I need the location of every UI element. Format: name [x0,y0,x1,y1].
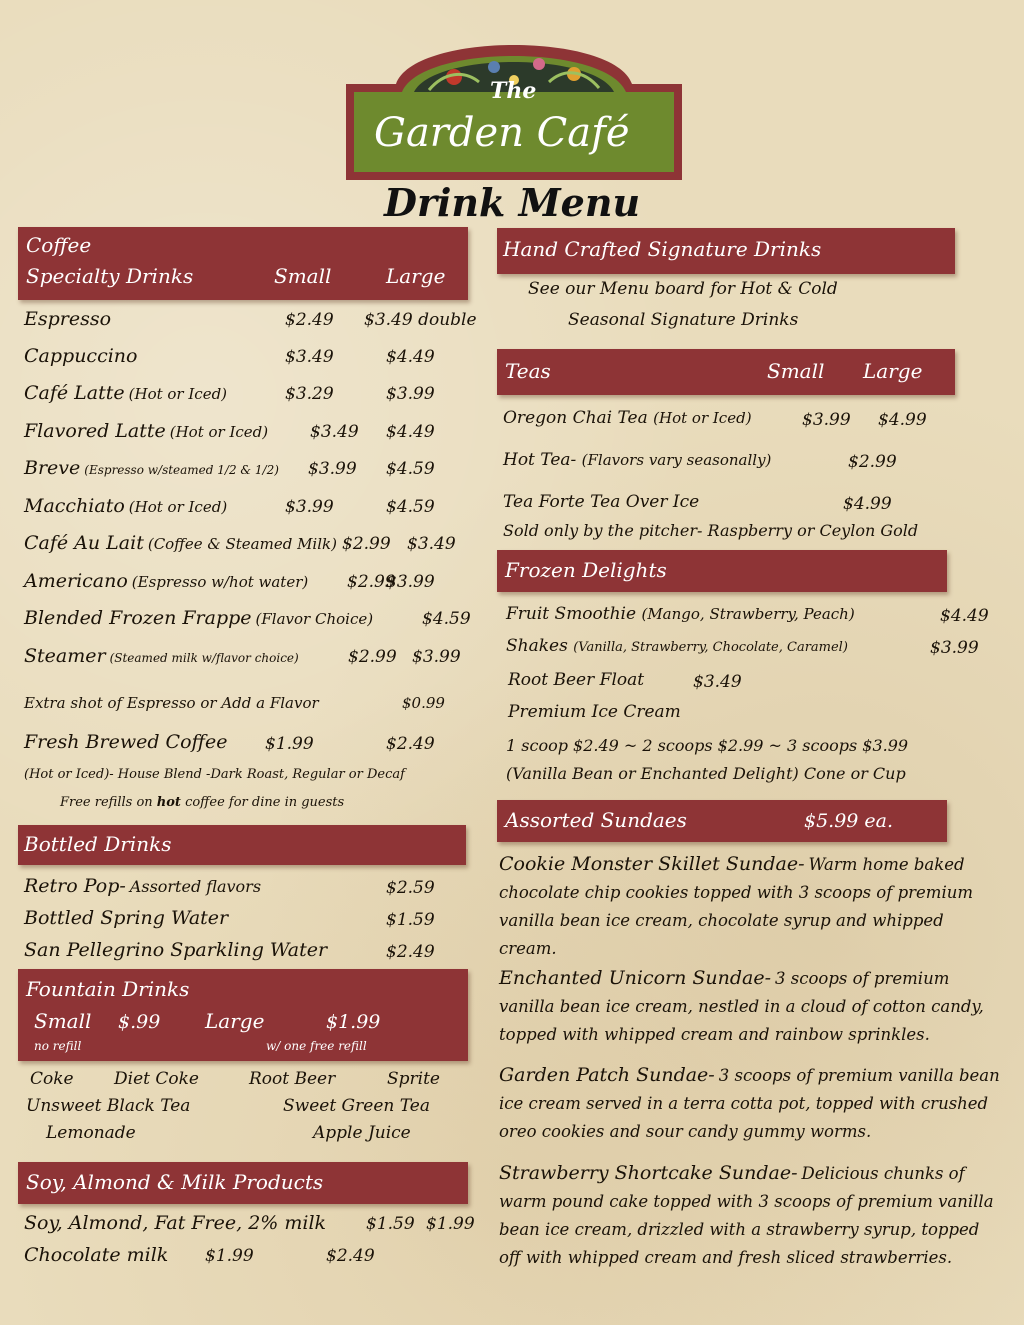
shakes-note: (Vanilla, Strawberry, Chocolate, Caramel) [573,640,848,655]
sundae-name: Garden Patch Sundae- [499,1064,715,1086]
coffee-item-name [24,308,111,330]
coffee-item-large-price: $4.49 [386,347,435,367]
coffee-item-large-price: $4.59 [386,459,435,479]
brewed-coffee-large: $2.49 [386,734,435,754]
coffee-item-name [24,607,373,629]
chai-tea-name: Oregon Chai Tea [503,408,648,428]
coffee-item-name [24,345,137,367]
coffee-small-label: Small [274,264,332,288]
coffee-item-note: (Flavor Choice) [255,610,374,628]
refill-note [60,795,344,810]
cone-note: (Vanilla Bean or Enchanted Delight) Cone or Cup [506,764,906,783]
coffee-item-note: (Hot or Iced) [128,385,228,403]
coffee-large-label: Large [386,264,446,288]
coffee-item-note: (Steamed milk w/flavor choice) [109,651,299,665]
chai-tea-small: $3.99 [802,410,851,430]
coffee-item-name [24,495,227,517]
hot-tea-name: Hot Tea- [503,450,577,470]
coffee-item-name [24,420,268,442]
smoothie-name: Fruit Smoothie [506,604,637,624]
sundae-description: Warm home baked chocolate chip cookies topped with 3 scoops of premium vanilla bean ice cream, chocolate syrup and whipped cream. [499,855,973,958]
bottled-item-name [24,939,327,961]
soy-item-name: Chocolate milk [24,1244,169,1266]
bottled-item-label: San Pellegrino Sparkling Water [24,939,328,961]
sundae-description: 3 scoops of premium vanilla bean ice cream, nestled in a cloud of cotton candy, topped with whipped cream and rainbow sprinkles. [499,969,984,1044]
coffee-item-label: Macchiato [24,495,125,517]
extra-shot-price: $0.99 [402,694,445,712]
bottled-item-label: Retro Pop- [24,875,126,897]
signature-line-2: Seasonal Signature Drinks [568,310,799,330]
sundae-name: Enchanted Unicorn Sundae- [499,967,772,989]
coffee-item-name [24,457,279,479]
sundae-item [499,1159,1004,1272]
shakes [506,636,848,656]
coffee-item-large-price: $4.49 [386,422,435,442]
hot-tea-price: $2.99 [848,452,897,472]
fountain-drink: Apple Juice [313,1123,411,1143]
coffee-item-small-price: $3.99 [308,459,357,479]
teas-small-label: Small [767,359,825,383]
smoothie-price: $4.49 [940,606,989,626]
coffee-item-large-price: $3.49 [407,534,456,554]
garden-cafe-logo [344,22,684,182]
coffee-item-large-price: $3.99 [386,572,435,592]
fountain-drink: Coke [30,1069,74,1089]
coffee-item-label: Steamer [24,645,106,667]
tea-forte-price: $4.99 [843,494,892,514]
coffee-item-note: (Espresso w/steamed 1/2 & 1/2) [84,463,279,477]
coffee-item-name [24,382,227,404]
bottled-header-title: Bottled Drinks [24,832,172,856]
teas-large-label: Large [863,359,923,383]
coffee-item-label: Flavored Latte [24,420,166,442]
coffee-item-small-price: $2.99 [347,572,396,592]
soy-item-small: $1.59 [366,1214,415,1234]
bottled-item-price: $2.59 [386,878,435,898]
chai-tea [503,408,752,428]
coffee-item-large-price: $3.49 double [364,310,477,330]
fountain-large-label: Large [205,1009,265,1033]
teas-header-bar [497,349,955,395]
smoothie-note: (Mango, Strawberry, Peach) [641,605,855,623]
hot-tea-note: (Flavors vary seasonally) [581,451,772,469]
bottled-item-name [24,875,261,897]
coffee-header-title: Coffee [26,233,92,257]
brewed-coffee-name: Fresh Brewed Coffee [24,731,228,753]
coffee-item-note: (Coffee & Steamed Milk) [147,535,337,553]
smoothie [506,604,855,624]
signature-line-1: See our Menu board for Hot & Cold [528,279,838,299]
soy-item-small: $1.99 [205,1246,254,1266]
bottled-header-bar [18,825,466,865]
refill-bold: hot [156,795,181,810]
coffee-item-note: (Espresso w/hot water) [131,573,309,591]
coffee-header-bar [18,227,468,300]
tea-forte-note: Sold only by the pitcher- Raspberry or Ceylon Gold [503,521,919,540]
coffee-item-name [24,532,337,554]
shakes-name: Shakes [506,636,568,656]
bottled-item-price: $1.59 [386,910,435,930]
coffee-item-note: (Hot or Iced) [169,423,269,441]
bottled-item-note: Assorted flavors [129,877,262,896]
fountain-large-note: w/ one free refill [266,1039,367,1053]
fountain-header-bar [18,969,468,1061]
bottled-item-price: $2.49 [386,942,435,962]
sundae-description: 3 scoops of premium vanilla bean ice cream served in a terra cotta pot, topped with crushed oreo cookies and sour candy gummy worms. [499,1066,1000,1141]
teas-header-title: Teas [505,359,551,383]
sundaes-header-title: Assorted Sundaes [505,808,687,832]
premium-ice-cream: Premium Ice Cream [508,702,681,722]
fountain-drink: Unsweet Black Tea [26,1096,191,1116]
sundae-item [499,850,1004,963]
soy-header-title: Soy, Almond & Milk Products [26,1170,324,1194]
coffee-item-large-price: $4.59 [386,497,435,517]
chai-tea-note: (Hot or Iced) [653,409,752,427]
coffee-item-large-price: $3.99 [386,384,435,404]
refill-post: coffee for dine in guests [180,795,345,810]
tea-forte-name: Tea Forte Tea Over Ice [503,492,700,512]
fountain-drink: Sweet Green Tea [283,1096,430,1116]
frozen-header-title: Frozen Delights [505,558,667,582]
float-price: $3.49 [693,672,742,692]
soy-item-name: Soy, Almond, Fat Free, 2% milk [24,1212,327,1234]
extra-shot: Extra shot of Espresso or Add a Flavor [24,694,319,712]
coffee-item-small-price: $2.99 [348,647,397,667]
sundae-name: Strawberry Shortcake Sundae- [499,1162,798,1184]
coffee-item-name [24,645,299,667]
coffee-header-subtitle: Specialty Drinks [26,264,194,288]
coffee-item-label: Americano [24,570,128,592]
coffee-item-small-price: $2.49 [285,310,334,330]
coffee-item-small-price: $3.49 [310,422,359,442]
soy-item-large: $2.49 [326,1246,375,1266]
coffee-item-large-price: $3.99 [412,647,461,667]
signature-header-bar [497,228,955,274]
sundaes-header-bar [497,800,947,842]
fountain-small-note: no refill [34,1039,82,1053]
fountain-small-label: Small [34,1009,92,1033]
frozen-header-bar [497,550,947,592]
fountain-large-price: $1.99 [326,1011,381,1033]
coffee-item-label: Blended Frozen Frappe [24,607,252,629]
soy-item-large: $1.99 [426,1214,475,1234]
coffee-item-label: Espresso [24,308,112,330]
bottled-item-label: Bottled Spring Water [24,907,229,929]
coffee-item-label: Café Latte [24,382,125,404]
fountain-small-price: $.99 [118,1011,161,1033]
coffee-item-label: Breve [24,457,81,479]
fountain-drink: Diet Coke [114,1069,199,1089]
page-title: Drink Menu [384,180,641,225]
fountain-header-title: Fountain Drinks [26,977,190,1001]
coffee-item-label: Café Au Lait [24,532,144,554]
fountain-drink: Lemonade [46,1123,136,1143]
float-name: Root Beer Float [508,670,645,690]
coffee-item-small-price: $4.59 [422,609,471,629]
sundaes-price: $5.99 ea. [804,810,894,832]
hot-tea [503,450,771,470]
coffee-item-small-price: $2.99 [342,534,391,554]
sundae-name: Cookie Monster Skillet Sundae- [499,853,805,875]
brewed-coffee-note: (Hot or Iced)- House Blend -Dark Roast, Regular or Decaf [24,767,405,782]
sundae-description: Delicious chunks of warm pound cake topped with 3 scoops of premium vanilla bean ice cream, drizzled with a strawberry syrup, topped off with whipped cream and fresh sliced strawberries. [499,1164,994,1267]
sundae-item [499,964,1004,1049]
bottled-item-name [24,907,228,929]
brewed-coffee-small: $1.99 [265,734,314,754]
coffee-item-small-price: $3.99 [285,497,334,517]
logo-the: The [490,78,537,104]
sundae-item [499,1061,1004,1146]
coffee-item-small-price: $3.49 [285,347,334,367]
fountain-drink: Sprite [387,1069,440,1089]
coffee-item-small-price: $3.29 [285,384,334,404]
fountain-drink: Root Beer [249,1069,336,1089]
chai-tea-large: $4.99 [878,410,927,430]
scoop-prices: 1 scoop $2.49 ~ 2 scoops $2.99 ~ 3 scoops $3.99 [506,736,909,755]
coffee-item-label: Cappuccino [24,345,138,367]
shakes-price: $3.99 [930,638,979,658]
coffee-item-note: (Hot or Iced) [128,498,228,516]
coffee-item-name [24,570,308,592]
soy-header-bar [18,1162,468,1204]
refill-pre: Free refills on [60,795,157,810]
signature-header-title: Hand Crafted Signature Drinks [503,237,822,261]
logo-name: Garden Café [374,110,630,156]
